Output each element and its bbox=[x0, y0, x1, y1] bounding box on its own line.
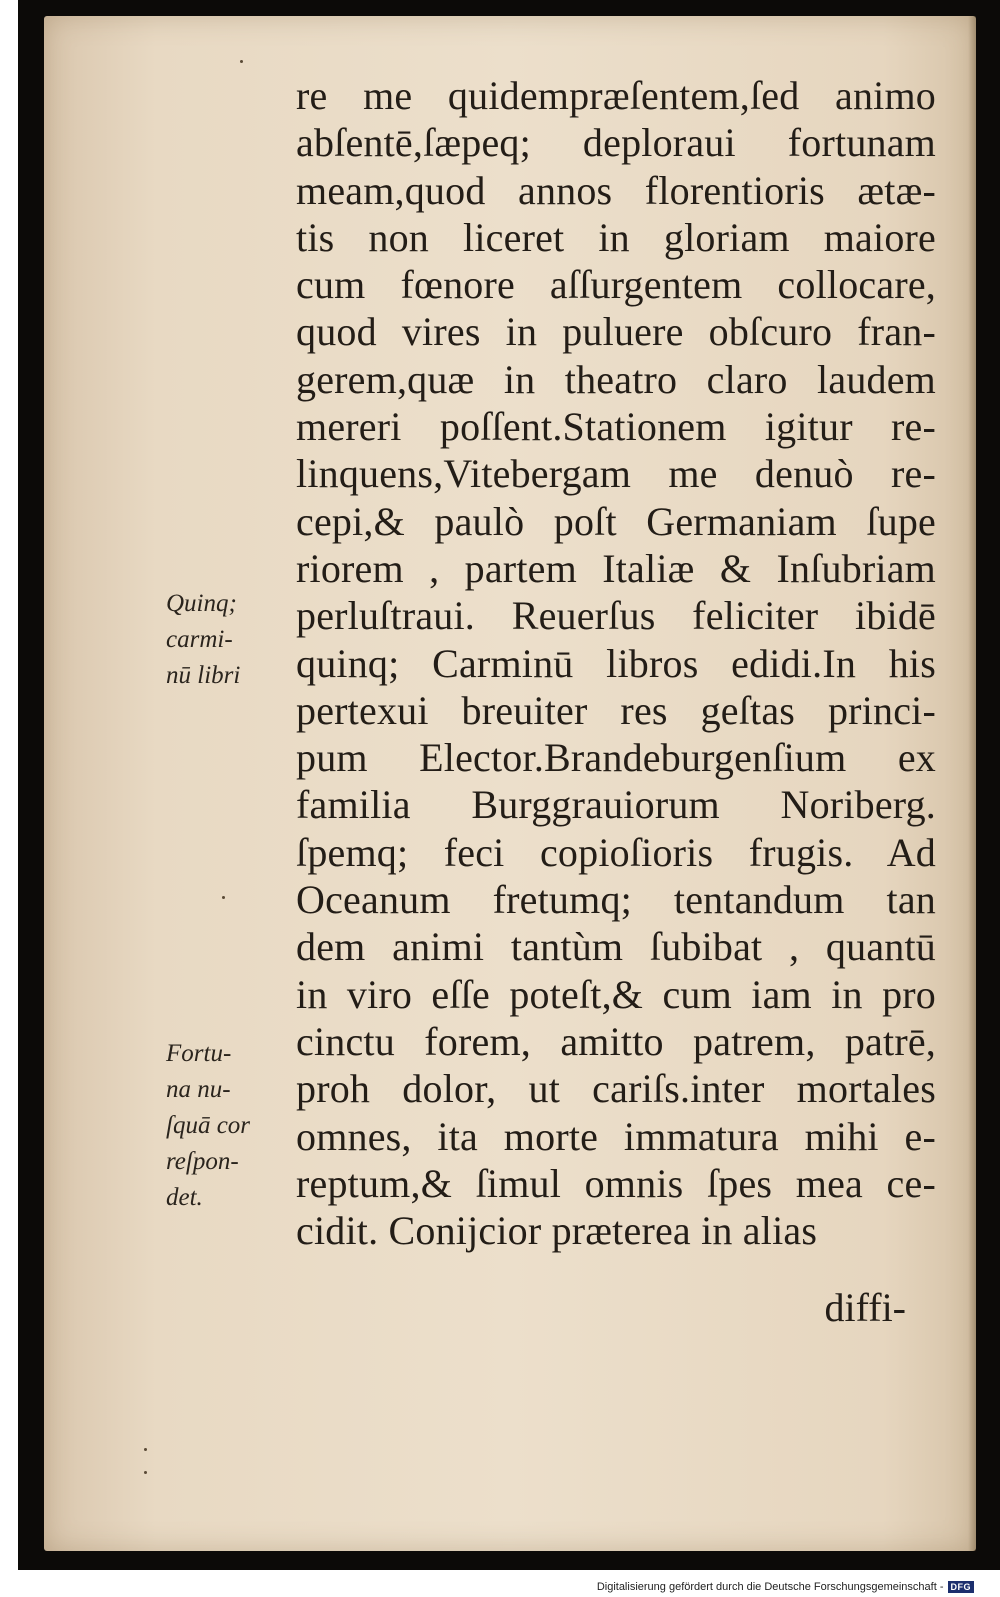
catchword: diffi- bbox=[824, 1285, 906, 1330]
dfg-logo: DFG bbox=[948, 1581, 975, 1593]
text-line: gerem,quæ in theatro claro laudem bbox=[296, 356, 936, 402]
text-line: cepi,& paulò poſt Germaniam ſupe bbox=[296, 498, 936, 544]
text-line: abſentē,ſæpeq; deploraui fortunam bbox=[296, 120, 936, 166]
credit-text: Digitalisierung gefördert durch die Deutsche Forschungsgemeinschaft - bbox=[596, 1581, 944, 1593]
text-line: ſpemq; feci copioſioris frugis. Ad bbox=[296, 829, 936, 875]
text-line: cidit. Conijcior præterea in alias bbox=[296, 1208, 818, 1254]
ink-speck bbox=[222, 896, 225, 899]
margin-note-1 bbox=[166, 586, 240, 694]
body-text bbox=[296, 72, 936, 1254]
text-line: omnes, ita morte immatura mihi e- bbox=[296, 1113, 936, 1159]
text-line: tis non liceret in gloriam maiore bbox=[296, 214, 936, 260]
text-line: perluſtraui. Reuerſus feliciter ibidē bbox=[296, 593, 936, 639]
book-page bbox=[44, 16, 976, 1551]
text-line: meam,quod annos florentioris ætæ- bbox=[296, 167, 936, 213]
page-edge-shadow bbox=[968, 16, 976, 1551]
text-line: quod vires in puluere obſcuro fran- bbox=[296, 309, 936, 355]
ink-speck bbox=[240, 60, 243, 63]
margin-note-2 bbox=[166, 1036, 250, 1216]
text-line: quinq; Carminū libros edidi.In his bbox=[296, 640, 936, 686]
text-line: re me quidempræſentem,ſed animo bbox=[296, 73, 936, 118]
text-line: riorem , partem Italiæ & Inſubriam bbox=[296, 545, 936, 591]
text-line: familia Burggrauiorum Noriberg. bbox=[296, 782, 936, 828]
text-line: linquens,Vitebergam me denuò re- bbox=[296, 451, 936, 497]
margin-note-line: Fortu- bbox=[166, 1040, 232, 1067]
margin-note-line: reſpon- bbox=[166, 1148, 239, 1175]
text-line: dem animi tantùm ſubibat , quantū bbox=[296, 924, 936, 970]
text-line: cum fœnore aſſurgentem collocare, bbox=[296, 262, 936, 308]
text-line: mereri poſſent.Stationem igitur re- bbox=[296, 404, 936, 450]
text-line: pertexui breuiter res geſtas princi- bbox=[296, 687, 936, 733]
text-line: cinctu forem, amitto patrem, patrē, bbox=[296, 1018, 936, 1064]
text-line: Oceanum fretumq; tentandum tan bbox=[296, 877, 936, 923]
text-line: in viro eſſe poteſt,& cum iam in pro bbox=[296, 971, 936, 1017]
digitization-credit bbox=[597, 1581, 974, 1593]
text-line: reptum,& ſimul omnis ſpes mea ce- bbox=[296, 1160, 936, 1206]
text-line: pum Elector.Brandeburgenſium ex bbox=[296, 735, 936, 781]
margin-note-line: nū libri bbox=[166, 662, 241, 689]
margin-note-line: na nu- bbox=[166, 1076, 231, 1103]
margin-note-line: ſquā cor bbox=[166, 1112, 251, 1139]
margin-note-line: carmi- bbox=[166, 626, 233, 653]
ink-speck bbox=[144, 1471, 147, 1474]
margin-note-line: det. bbox=[166, 1184, 203, 1211]
text-line: proh dolor, ut cariſs.inter mortales bbox=[296, 1066, 936, 1112]
ink-speck bbox=[144, 1448, 147, 1451]
margin-note-line: Quinq; bbox=[166, 590, 237, 617]
